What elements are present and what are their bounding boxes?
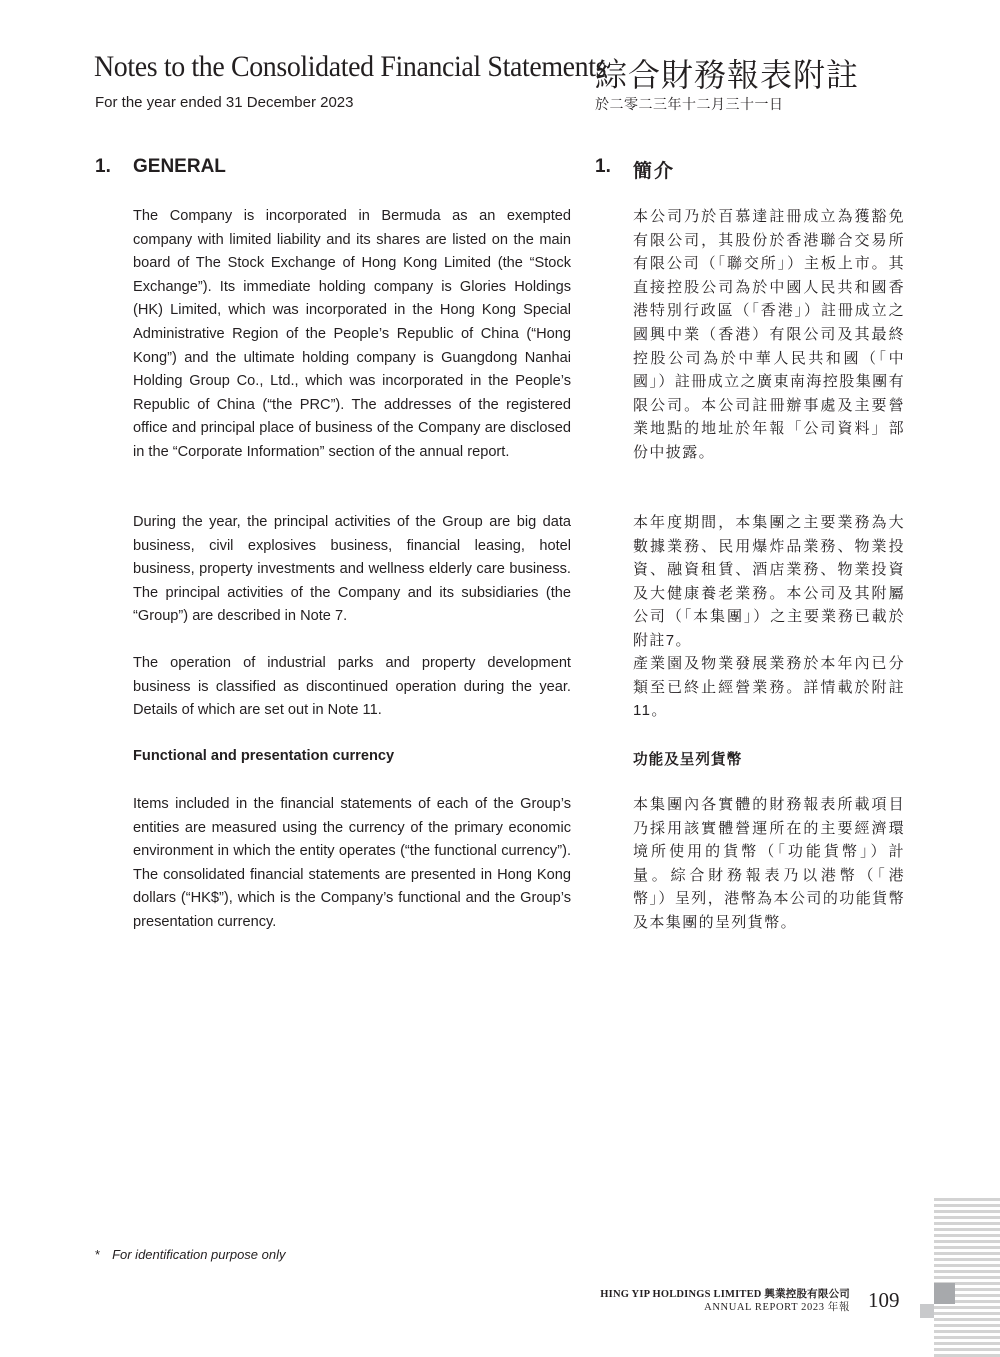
- footer-company-name: HING YIP HOLDINGS LIMITED 興業控股有限公司: [600, 1289, 850, 1300]
- section-number-english: 1.: [95, 156, 111, 177]
- footnote-marker: *: [95, 1247, 101, 1262]
- paragraph-english-principal-activities: During the year, the principal activities of the Group are big data business, civil explosives business, financial leasing, hotel business, property investments and wellness elderly care business. The principal activities of the Company and its subsidiaries (the “Group”) are described in Note 7.: [133, 514, 571, 625]
- section-number-chinese: 1.: [595, 156, 611, 177]
- footnote-text: For identification purpose only: [112, 1247, 286, 1262]
- page-title-chinese: 綜合財務報表附註: [595, 56, 860, 94]
- page-subtitle-chinese: 於二零二三年十二月三十一日: [595, 96, 784, 112]
- subsection-heading-english: Functional and presentation currency: [133, 748, 395, 764]
- decorative-light-square: [920, 1304, 934, 1318]
- footnote: [95, 1247, 286, 1262]
- paragraph-english-company-incorporation: The Company is incorporated in Bermuda as an exempted company with limited liability and its shares are listed on the main board of The Stock Exchange of Hong Kong Limited (the “Stock Exchange”). Its immediate holding company is Glories Holdings (HK) Limited, which was incorporated in the Hong Kong Special Administrative Region of the People’s Republic of China (“Hong Kong”) and the ultimate holding company is Guangdong Nanhai Holding Group Co., Ltd., which was incorporated in the People’s Republic of China (“the PRC”). The addresses of the registered office and principal place of business of the Company are disclosed in the “Corporate Information” section of the annual report.: [133, 208, 571, 460]
- paragraph-chinese-discontinued-operation: 產業園及物業發展業務於本年內已分類至已終止經營業務。詳情載於附註11。: [633, 655, 905, 720]
- paragraph-chinese-functional-currency: 本集團內各實體的財務報表所載項目乃採用該實體營運所在的主要經濟環境所使用的貨幣（「功能貨幣」）計量。綜合財務報表乃以港幣（「港幣」）呈列，港幣為本公司的功能貨幣及本集團的呈列貨幣。: [633, 796, 905, 931]
- decorative-dark-square: [934, 1283, 955, 1304]
- page-number: 109: [868, 1288, 900, 1312]
- section-title-chinese: 簡介: [633, 161, 676, 182]
- paragraph-chinese-principal-activities: 本年度期間，本集團之主要業務為大數據業務、民用爆炸品業務、物業投資、融資租賃、酒店業務、物業投資及大健康養老業務。本公司及其附屬公司（「本集團」）之主要業務已載於附註7。: [633, 514, 905, 649]
- decorative-stripes: [934, 1198, 1000, 1357]
- paragraph-english-functional-currency: Items included in the financial statements of each of the Group’s entities are measured using the currency of the primary economic environment in which the entity operates (“the functional currency”). The consolidated financial statements are presented in Hong Kong dollars (“HK$”), which is the Company’s functional and the Group’s presentation currency.: [133, 796, 571, 930]
- page-subtitle-english: For the year ended 31 December 2023: [95, 94, 354, 111]
- subsection-heading-chinese: 功能及呈列貨幣: [633, 752, 743, 768]
- paragraph-chinese-company-incorporation: 本公司乃於百慕達註冊成立為獲豁免有限公司，其股份於香港聯合交易所有限公司（「聯交所」）主板上市。其直接控股公司為於中國人民共和國香港特別行政區（「香港」）註冊成立之國興中業（香港）有限公司及其最終控股公司為於中華人民共和國（「中國」）註冊成立之廣東南海控股集團有限公司。本公司註冊辦事處及主要營業地點的地址於年報「公司資料」部份中披露。: [633, 208, 905, 461]
- paragraph-english-discontinued-operation: The operation of industrial parks and property development business is classified as discontinued operation during the year. Details of which are set out in Note 11.: [133, 655, 571, 719]
- page-title-english: Notes to the Consolidated Financial Statements: [94, 50, 607, 83]
- footer-report-title: ANNUAL REPORT 2023 年報: [704, 1302, 850, 1313]
- section-title-english: GENERAL: [133, 156, 226, 177]
